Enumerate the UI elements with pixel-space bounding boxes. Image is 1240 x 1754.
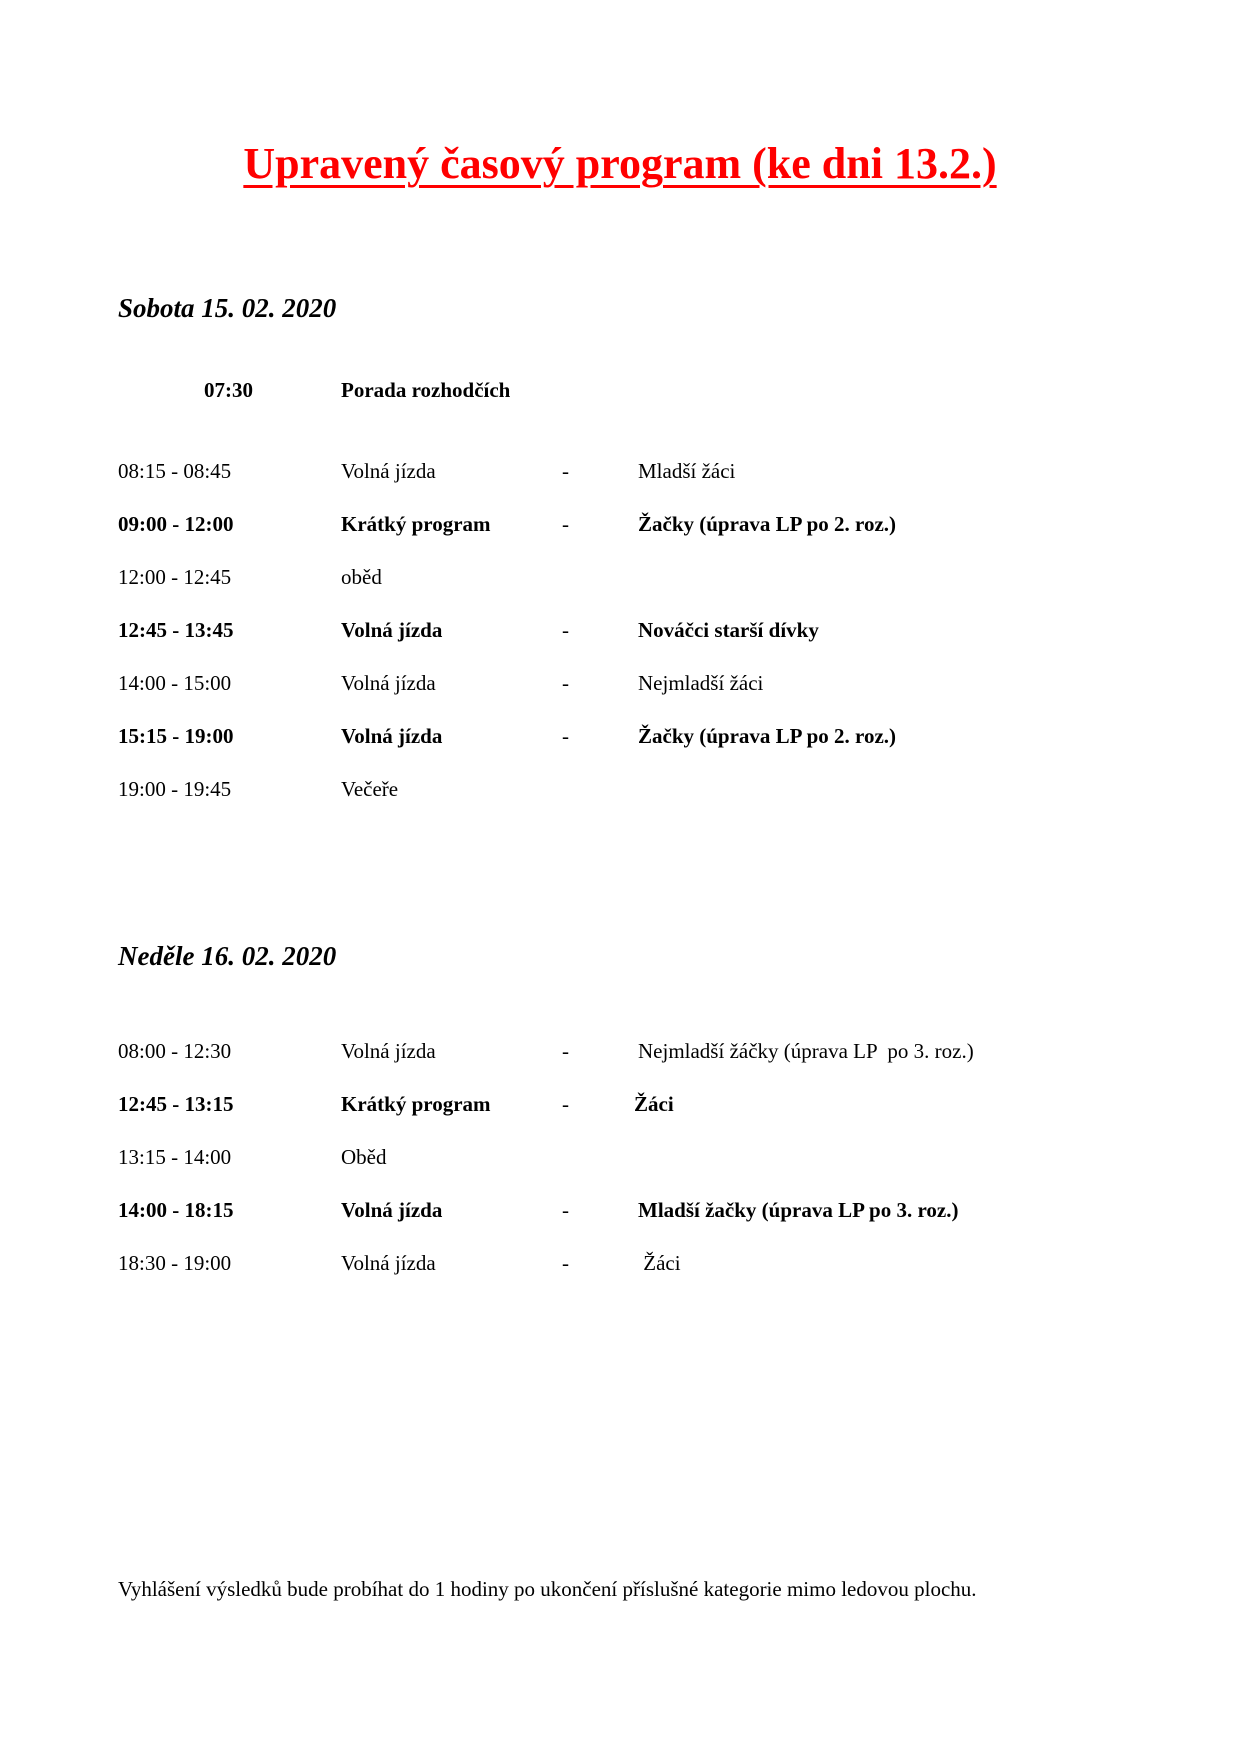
row-activity: Volná jízda [341, 671, 436, 695]
row-dash: - [562, 1039, 569, 1063]
row-category: Nejmladší žáčky (úprava LP po 3. roz.) [638, 1039, 974, 1063]
row-dash: - [562, 618, 569, 642]
row-category: Žáci [634, 1092, 674, 1116]
day-heading-sunday: Neděle 16. 02. 2020 [118, 941, 337, 971]
row-activity: Volná jízda [341, 1251, 436, 1275]
row-dash: - [562, 1251, 569, 1275]
row-activity: Krátký program [341, 512, 491, 536]
row-activity: Volná jízda [341, 618, 443, 642]
row-category: Nejmladší žáci [638, 671, 764, 695]
row-category: Mladší žáci [638, 459, 736, 483]
schedule-row [0, 1039, 1240, 1069]
schedule-row [0, 1092, 1240, 1122]
schedule-row [0, 724, 1240, 754]
row-category: Nováčci starší dívky [638, 618, 819, 642]
page-title: Upravený časový program (ke dni 13.2.) [243, 139, 997, 188]
row-time: 08:00 - 12:30 [118, 1039, 232, 1063]
schedule-row [0, 1145, 1240, 1175]
row-dash: - [562, 459, 569, 483]
row-category: Mladší žačky (úprava LP po 3. roz.) [638, 1198, 959, 1222]
results-announcement-note: Vyhlášení výsledků bude probíhat do 1 hodiny po ukončení příslušné kategorie mimo ledovou plochu. [118, 1577, 977, 1601]
row-time: 18:30 - 19:00 [118, 1251, 232, 1275]
day-heading-saturday: Sobota 15. 02. 2020 [118, 293, 337, 323]
schedule-row [0, 671, 1240, 701]
schedule-row [0, 512, 1240, 542]
row-time: 09:00 - 12:00 [118, 512, 234, 536]
row-time: 13:15 - 14:00 [118, 1145, 232, 1169]
row-time: 15:15 - 19:00 [118, 724, 234, 748]
row-category: Žačky (úprava LP po 2. roz.) [638, 724, 897, 748]
row-activity: Volná jízda [341, 459, 436, 483]
row-activity: Volná jízda [341, 1198, 443, 1222]
row-category: Žáci [638, 1251, 681, 1275]
row-dash: - [562, 671, 569, 695]
row-activity: Volná jízda [341, 724, 443, 748]
row-activity: oběd [341, 565, 382, 589]
schedule-row [0, 618, 1240, 648]
row-time: 14:00 - 18:15 [118, 1198, 234, 1222]
row-activity: Oběd [341, 1145, 387, 1169]
schedule-row [0, 777, 1240, 807]
row-category: Žačky (úprava LP po 2. roz.) [638, 512, 897, 536]
schedule-row [0, 1251, 1240, 1281]
row-time: 12:45 - 13:45 [118, 618, 234, 642]
row-activity: Volná jízda [341, 1039, 436, 1063]
referee-meeting-activity: Porada rozhodčích [341, 378, 511, 402]
row-time: 08:15 - 08:45 [118, 459, 232, 483]
row-time: 14:00 - 15:00 [118, 671, 232, 695]
row-time: 19:00 - 19:45 [118, 777, 232, 801]
row-dash: - [562, 724, 569, 748]
row-time: 12:45 - 13:15 [118, 1092, 234, 1116]
row-activity: Večeře [341, 777, 399, 801]
row-dash: - [562, 512, 569, 536]
row-activity: Krátký program [341, 1092, 491, 1116]
row-dash: - [562, 1198, 569, 1222]
row-dash: - [562, 1092, 569, 1116]
schedule-row [0, 459, 1240, 489]
schedule-row [0, 1198, 1240, 1228]
row-time: 12:00 - 12:45 [118, 565, 232, 589]
schedule-row [0, 565, 1240, 595]
referee-meeting-time: 07:30 [204, 378, 253, 402]
